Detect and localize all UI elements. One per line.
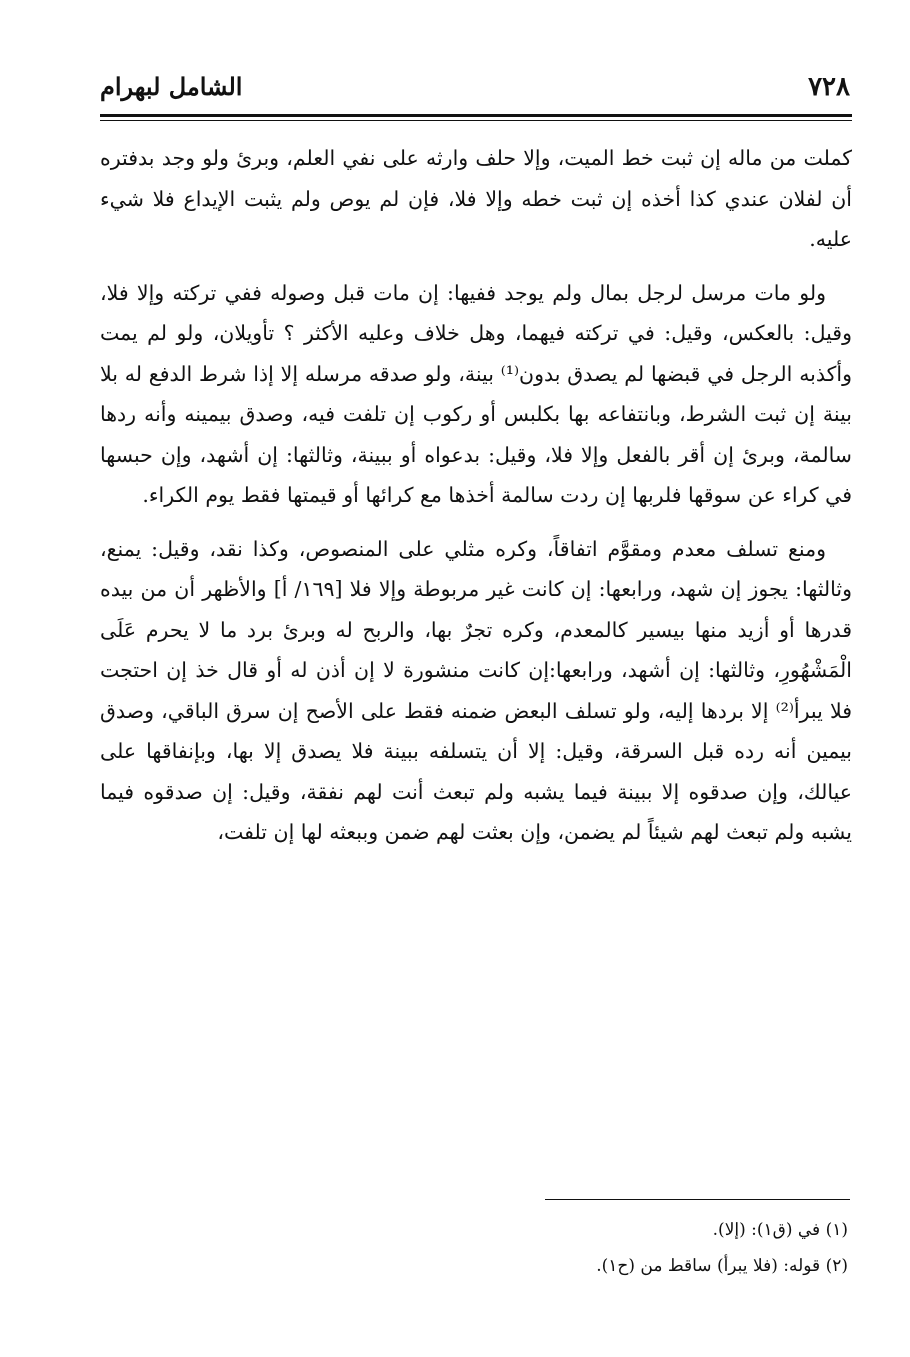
footnote-1: (١) في (ق١): (إلا). xyxy=(712,1220,848,1240)
page-header xyxy=(100,68,850,108)
header-rule-thin xyxy=(100,120,852,121)
paragraph-2: ولو مات مرسل لرجل بمال ولم يوجد ففيها: إن مات قبل وصوله ففي تركته وإلا فلا، وقيل: بالعكس، وقيل: في تركته فيهما، وهل خلاف وعليه الأكثر ؟ تأويلان، ولو لم يمت وأكذبه الرجل في قبضها لم يصدق بدون⁽¹⁾ بينة، ولو صدقه مرسله إلا إذا شرط الدفع له بلا بينة إن ثبت الشرط، وبانتفاعه بها بكلبس أو ركوب إن تلفت فيه، وصدق بيمينه وأنه ردها سالمة، وبرئ إن أقر بالفعل وإلا فلا، وقيل: بدعواه أو ببينة، وثالثها: إن أشهد، وإن حبسها في كراء عن سوقها فلربها إن ردت سالمة أخذها مع كرائها أو قيمتها فقط يوم الكراء. xyxy=(100,280,853,507)
running-title: الشامل لبهرام xyxy=(100,72,243,101)
footnotes xyxy=(100,1212,848,1284)
paragraph-1: كملت من ماله إن ثبت خط الميت، وإلا حلف وارثه على نفي العلم، وبرئ ولو وجد بدفتره أن لفلان عندي كذا أخذه إن ثبت خطه وإلا فلا، فإن لم يوص ولم يثبت الإيداع فلا شيء عليه. xyxy=(100,146,852,251)
paragraph-3: ومنع تسلف معدم ومقوَّم اتفاقاً، وكره مثلي على المنصوص، وكذا نقد، وقيل: يمنع، وثالثها: يجوز إن شهد، ورابعها: إن كانت غير مربوطة وإلا فلا [١٦٩/ أ] والأظهر أن من بيده قدرها أو أزيد منها بيسير كالمعدم، وكره تجرٌ بها، والربح له وبرئ برد ما لا يحرم عَلَى الْمَشْهُورِ، وثالثها: إن أشهد، ورابعها:إن كانت منشورة لا إن أذن له أو قال خذ إن احتجت فلا يبرأ⁽²⁾ إلا بردها إليه، ولو تسلف البعض ضمنه فقط على الأصح إن سرق الباقي، وصدق بيمين أنه رده قبل السرقة، وقيل: إلا أن يتسلفه ببينة فلا يصدق إلا بها، وبإنفاقها على عيالك، وإن صدقوه إلا ببينة فيما يشبه ولم تبعث أنت لهم نفقة، وقيل: إن صدقوه فيما يشبه ولم تبعث لهم شيئاً لم يضمن، وإن بعثت لهم ضمن وببعثه لها إن تلفت، xyxy=(100,536,852,844)
footnote-2: (٢) قوله: (فلا يبرأ) ساقط من (ح١). xyxy=(596,1256,848,1276)
body-text xyxy=(100,138,852,853)
header-rule-thick xyxy=(100,114,852,117)
page-number: ٧٢٨ xyxy=(808,72,850,102)
footnote-separator xyxy=(545,1199,850,1200)
